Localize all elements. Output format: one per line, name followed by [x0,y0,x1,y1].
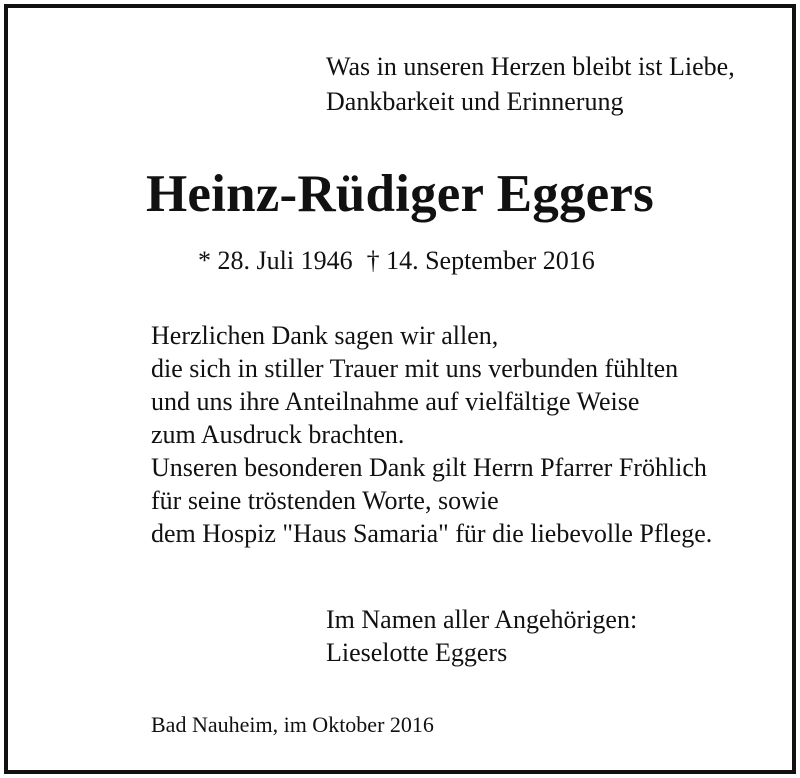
message-line: zum Ausdruck brachten. [151,420,405,449]
signature-line-1: Im Namen aller Angehörigen: [326,605,638,634]
message-line: für seine tröstenden Worte, sowie [151,486,499,515]
message-line: die sich in stiller Trauer mit uns verbunden fühlten [151,354,679,383]
message-line: dem Hospiz "Haus Samaria" für die liebevolle Pflege. [151,519,713,548]
message-line: Herzlichen Dank sagen wir allen, [151,321,499,350]
death-date: † 14. September 2016 [366,246,595,275]
message-line: Unseren besonderen Dank gilt Herrn Pfarrer Fröhlich [151,453,707,482]
birth-date: * 28. Juli 1946 [198,246,353,275]
message-line: und uns ihre Anteilnahme auf vielfältige Weise [151,387,640,416]
notice-frame [4,4,796,774]
motto-line-2: Dankbarkeit und Erinnerung [326,87,624,116]
signature-name: Lieselotte Eggers [326,638,508,667]
place-date: Bad Nauheim, im Oktober 2016 [151,712,434,737]
deceased-name: Heinz-Rüdiger Eggers [146,165,654,223]
life-dates [198,246,595,276]
motto-line-1: Was in unseren Herzen bleibt ist Liebe, [326,52,735,81]
